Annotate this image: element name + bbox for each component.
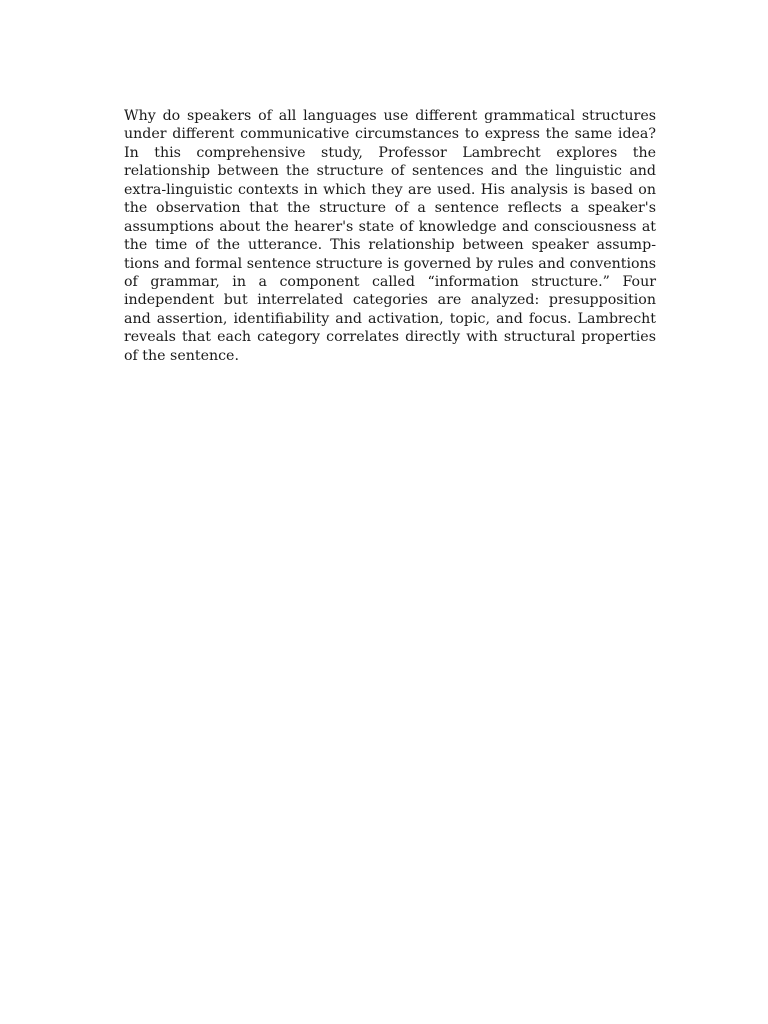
paragraph-line: the time of the utterance. This relationship between speaker assump- — [124, 237, 656, 254]
paragraph-line: independent but interrelated categories are analyzed: presupposition — [124, 292, 656, 309]
paragraph-line: and assertion, identifiability and activation, topic, and focus. Lambrecht — [124, 310, 656, 327]
abstract-paragraph — [124, 107, 656, 365]
paragraph-line: assumptions about the hearer's state of knowledge and consciousness at — [124, 218, 656, 235]
paragraph-line: the observation that the structure of a sentence reflects a speaker's — [124, 200, 656, 217]
paragraph-line: under different communicative circumstances to express the same idea? — [124, 126, 656, 143]
paragraph-line: reveals that each category correlates directly with structural properties — [124, 329, 656, 346]
paragraph-line: In this comprehensive study, Professor Lambrecht explores the — [124, 144, 656, 161]
paragraph-line: tions and formal sentence structure is governed by rules and conventions — [124, 255, 656, 272]
paragraph-line: extra-linguistic contexts in which they are used. His analysis is based on — [124, 181, 656, 198]
paragraph-line: of grammar, in a component called “information structure.” Four — [124, 273, 656, 290]
paragraph-line: of the sentence. — [124, 347, 239, 364]
paragraph-line: Why do speakers of all languages use different grammatical structures — [124, 108, 656, 124]
paragraph-line: relationship between the structure of sentences and the linguistic and — [124, 163, 656, 180]
